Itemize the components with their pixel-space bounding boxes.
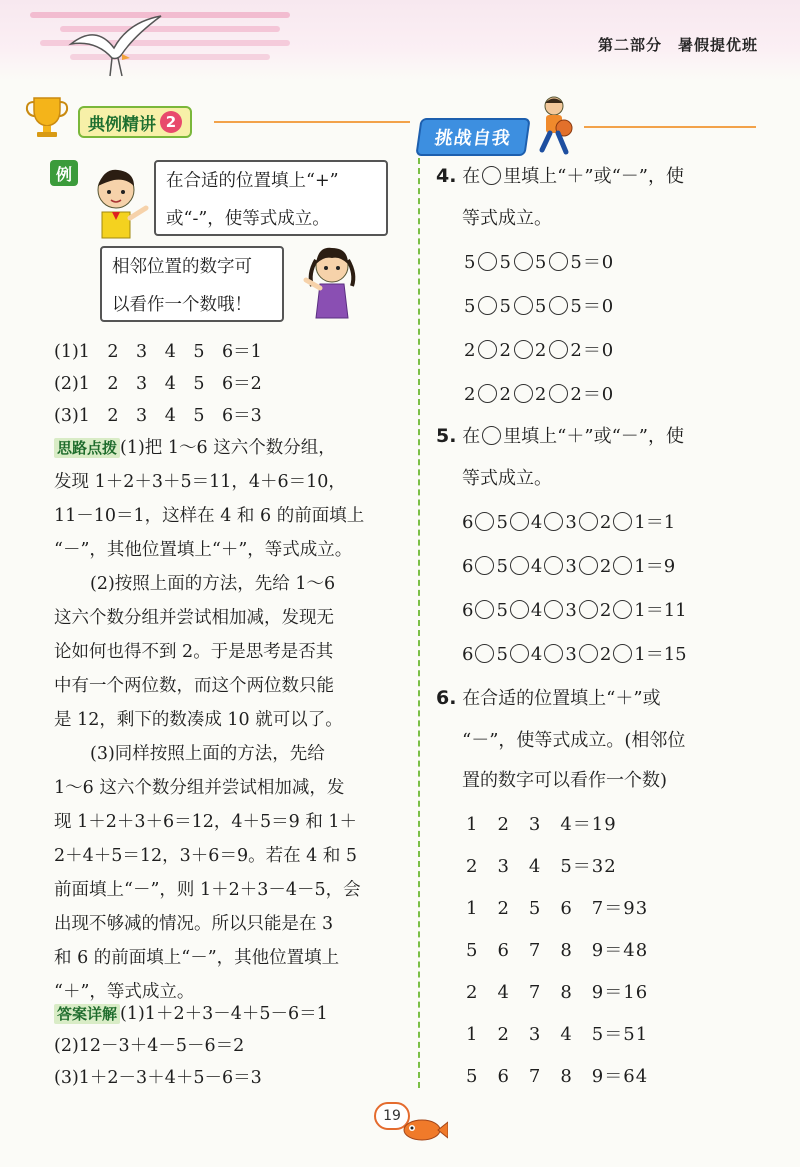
question-text: 置的数字可以看作一个数) (462, 770, 668, 791)
question-text: 在 (462, 166, 481, 187)
equation-row: 1 2 5 6 7＝93 (466, 898, 649, 919)
example-problem: (2)1 2 3 4 5 6＝2 (54, 374, 262, 394)
equation-row: 2 2 2 2＝0 (464, 384, 615, 405)
equation-row: 2 3 4 5＝32 (466, 856, 617, 877)
hint-text: (1)把 1～6 这六个数分组， (120, 438, 336, 458)
equation-row: 5 6 7 8 9＝64 (466, 1066, 649, 1087)
column-divider (418, 158, 420, 1088)
blank-circle[interactable] (544, 644, 563, 663)
hint-bubble (100, 246, 284, 322)
challenge-title: 挑战自我 (433, 128, 513, 149)
page-number: 19 (374, 1102, 410, 1130)
hint-line: (2)按照上面的方法，先给 1～6 (90, 574, 336, 594)
hint-line: 是 12，剩下的数凑成 10 就可以了。 (54, 710, 343, 730)
header-section-title: 第二部分 暑假提优班 (597, 36, 758, 54)
hint-line: “＋”，等式成立。 (54, 982, 195, 1002)
hint-line: (3)同样按照上面的方法，先给 (90, 744, 325, 764)
boy-avatar-icon (84, 164, 154, 240)
section-number: 2 (160, 111, 182, 133)
answer-line: (3)1＋2－3＋4＋5－6＝3 (54, 1068, 262, 1088)
blank-circle[interactable] (475, 644, 494, 663)
blank-circle[interactable] (510, 512, 529, 531)
bubble-text: 在合适的位置填上“+” (166, 171, 339, 191)
question-text: “－”，使等式成立。(相邻位 (462, 730, 686, 751)
hint-line: 发现 1＋2＋3＋5＝11，4＋6＝10， (54, 472, 346, 492)
question-text: 里填上“＋”或“－”，使 (503, 166, 684, 187)
blank-circle[interactable] (478, 384, 497, 403)
hint-line: 论如何也得不到 2。于是思考是否其 (54, 642, 334, 662)
hint-line: 中有一个两位数，而这个两位数只能 (54, 676, 334, 696)
blank-circle[interactable] (510, 556, 529, 575)
challenge-rule (584, 126, 756, 128)
blank-circle[interactable] (544, 512, 563, 531)
challenge-badge (415, 118, 530, 156)
bubble-text: 或“-”，使等式成立。 (166, 209, 330, 229)
hint-line: 2＋4＋5＝12，3＋6＝9。若在 4 和 5 (54, 846, 358, 866)
hint-label: 思路点拨 (54, 438, 120, 458)
question-5 (436, 422, 684, 448)
blank-circle[interactable] (579, 556, 598, 575)
question-number: 5. (436, 425, 457, 447)
hint-line: 前面填上“－”，则 1＋2＋3－4－5，会 (54, 880, 361, 900)
hint-line: 1～6 这六个数分组并尝试相加减，发 (54, 778, 345, 798)
blank-circle[interactable] (478, 252, 497, 271)
blank-circle[interactable] (514, 340, 533, 359)
blank-circle[interactable] (514, 296, 533, 315)
boy-running-icon (528, 94, 578, 158)
blank-circle[interactable] (613, 644, 632, 663)
blank-circle[interactable] (544, 556, 563, 575)
blank-circle[interactable] (549, 296, 568, 315)
question-text: 里填上“＋”或“－”，使 (503, 426, 684, 447)
section-title: 典例精讲 (88, 114, 156, 135)
equation-row: 2 4 7 8 9＝16 (466, 982, 649, 1003)
blank-circle[interactable] (613, 512, 632, 531)
hint-line: 和 6 的前面填上“－”，其他位置填上 (54, 948, 340, 968)
speech-bubble (154, 160, 388, 236)
blank-circle[interactable] (514, 252, 533, 271)
equation-row: 6 5 4 3 2 1＝11 (462, 600, 687, 621)
blank-circle[interactable] (514, 384, 533, 403)
blank-circle[interactable] (544, 600, 563, 619)
blank-circle[interactable] (579, 644, 598, 663)
blank-circle[interactable] (613, 556, 632, 575)
blank-circle[interactable] (478, 340, 497, 359)
fish-icon (398, 1112, 448, 1144)
blank-circle[interactable] (482, 166, 501, 185)
equation-row: 6 5 4 3 2 1＝15 (462, 644, 687, 665)
blank-circle[interactable] (478, 296, 497, 315)
hint-line: 这六个数分组并尝试相加减，发现无 (54, 608, 334, 628)
question-6 (436, 684, 661, 710)
trophy-icon (24, 94, 70, 140)
question-text: 等式成立。 (462, 468, 552, 489)
girl-avatar-icon (296, 240, 366, 328)
hint-line: 现 1＋2＋3＋6＝12，4＋5＝9 和 1＋ (54, 812, 358, 832)
question-text: 等式成立。 (462, 208, 552, 229)
blank-circle[interactable] (549, 340, 568, 359)
equation-row: 1 2 3 4 5＝51 (466, 1024, 649, 1045)
blank-circle[interactable] (549, 252, 568, 271)
section-badge (78, 106, 192, 138)
bubble-text: 以看作一个数哦！ (112, 295, 252, 315)
blank-circle[interactable] (579, 600, 598, 619)
question-4 (436, 162, 684, 188)
equation-row: 6 5 4 3 2 1＝1 (462, 512, 676, 533)
seagull-icon (66, 14, 166, 84)
answer-text: (1)1＋2＋3－4＋5－6＝1 (120, 1004, 328, 1024)
example-problem: (3)1 2 3 4 5 6＝3 (54, 406, 262, 426)
equation-row: 5 5 5 5＝0 (464, 296, 615, 317)
blank-circle[interactable] (510, 644, 529, 663)
equation-row: 6 5 4 3 2 1＝9 (462, 556, 676, 577)
equation-row: 5 6 7 8 9＝48 (466, 940, 649, 961)
blank-circle[interactable] (510, 600, 529, 619)
question-number: 6. (436, 687, 457, 709)
equation-row: 1 2 3 4＝19 (466, 814, 617, 835)
question-text: 在合适的位置填上“＋”或 (462, 688, 661, 709)
blank-circle[interactable] (475, 512, 494, 531)
question-number: 4. (436, 165, 457, 187)
equation-row: 2 2 2 2＝0 (464, 340, 615, 361)
blank-circle[interactable] (482, 426, 501, 445)
blank-circle[interactable] (549, 384, 568, 403)
answer-label: 答案详解 (54, 1004, 120, 1024)
question-text: 在 (462, 426, 481, 447)
example-tag: 例 (50, 160, 78, 186)
answer-line (54, 1000, 328, 1025)
answer-line: (2)12－3＋4－5－6＝2 (54, 1036, 245, 1056)
equation-row: 5 5 5 5＝0 (464, 252, 615, 273)
hint-line: 11－10＝1，这样在 4 和 6 的前面填上 (54, 506, 365, 526)
bubble-text: 相邻位置的数字可 (112, 257, 252, 277)
hint-line: 出现不够减的情况。所以只能是在 3 (54, 914, 334, 934)
section-rule (214, 121, 410, 123)
hint-line (54, 434, 336, 459)
blank-circle[interactable] (475, 600, 494, 619)
blank-circle[interactable] (475, 556, 494, 575)
blank-circle[interactable] (613, 600, 632, 619)
example-problem: (1)1 2 3 4 5 6＝1 (54, 342, 262, 362)
blank-circle[interactable] (579, 512, 598, 531)
hint-line: “－”，其他位置填上“＋”，等式成立。 (54, 540, 353, 560)
